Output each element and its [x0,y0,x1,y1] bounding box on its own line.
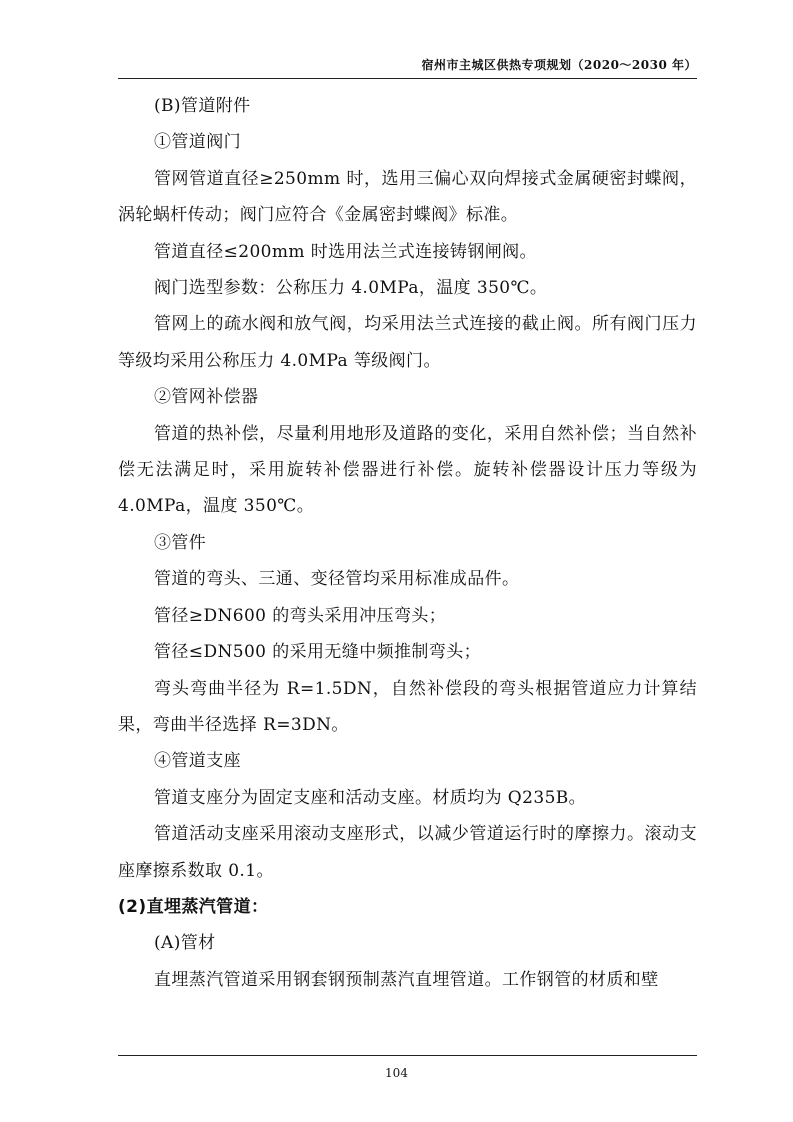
subheading-pipe-supports: ④管道支座 [154,751,241,772]
paragraph-support-types: 管道支座分为固定支座和活动支座。材质均为 Q235B。 [154,787,587,808]
subheading-pipe-valves: ①管道阀门 [154,132,241,153]
paragraph-stamped-elbows: 管径≥DN600 的弯头采用冲压弯头； [154,605,447,626]
subheading-pipe-material: (A)管材 [154,933,216,954]
header-divider [118,78,697,79]
paragraph-thermal-compensation: 管道的热补偿，尽量利用地形及道路的变化，采用自然补偿；当自然补偿无法满足时，采用旋转补偿器进行补偿。旋转补偿器设计压力等级为 4.0MPa，温度 350℃。 [118,423,697,517]
section-heading-pipe-accessories: (B)管道附件 [154,96,251,116]
page-body [118,88,697,998]
paragraph-steel-jacket-pipe: 直埋蒸汽管道采用钢套钢预制蒸汽直埋管道。工作钢管的材质和壁 [154,969,659,990]
section-heading-buried-steam-pipe: (2)直埋蒸汽管道： [118,896,269,917]
paragraph-bend-radius: 弯头弯曲半径为 R=1.5DN，自然补偿段的弯头根据管道应力计算结果，弯曲半径选择 R=3DN。 [118,678,697,735]
page-number: 104 [385,1066,408,1080]
paragraph-standard-fittings: 管道的弯头、三通、变径管均采用标准成品件。 [154,569,520,590]
footer-divider [118,1055,697,1056]
paragraph-valve-parameters: 阀门选型参数：公称压力 4.0MPa，温度 350℃。 [154,278,548,299]
subheading-fittings: ③管件 [154,532,207,553]
paragraph-drain-vent-valves: 管网上的疏水阀和放气阀，均采用法兰式连接的截止阀。所有阀门压力等级均采用公称压力 4.0MPa 等级阀门。 [118,314,697,371]
document-header-title: 宿州市主城区供热专项规划（2020～2030 年） [421,58,697,72]
paragraph-gate-valve: 管道直径≤200mm 时选用法兰式连接铸钢闸阀。 [154,241,537,262]
paragraph-seamless-elbows: 管径≤DN500 的采用无缝中频推制弯头； [154,642,481,663]
subheading-compensators: ②管网补偿器 [154,387,259,408]
paragraph-butterfly-valve: 管网管道直径≥250mm 时，选用三偏心双向焊接式金属硬密封蝶阀，涡轮蜗杆传动；阀门应符合《金属密封蝶阀》标准。 [118,168,697,226]
paragraph-rolling-supports: 管道活动支座采用滚动支座形式，以减少管道运行时的摩擦力。滚动支座摩擦系数取 0.1。 [118,824,697,881]
